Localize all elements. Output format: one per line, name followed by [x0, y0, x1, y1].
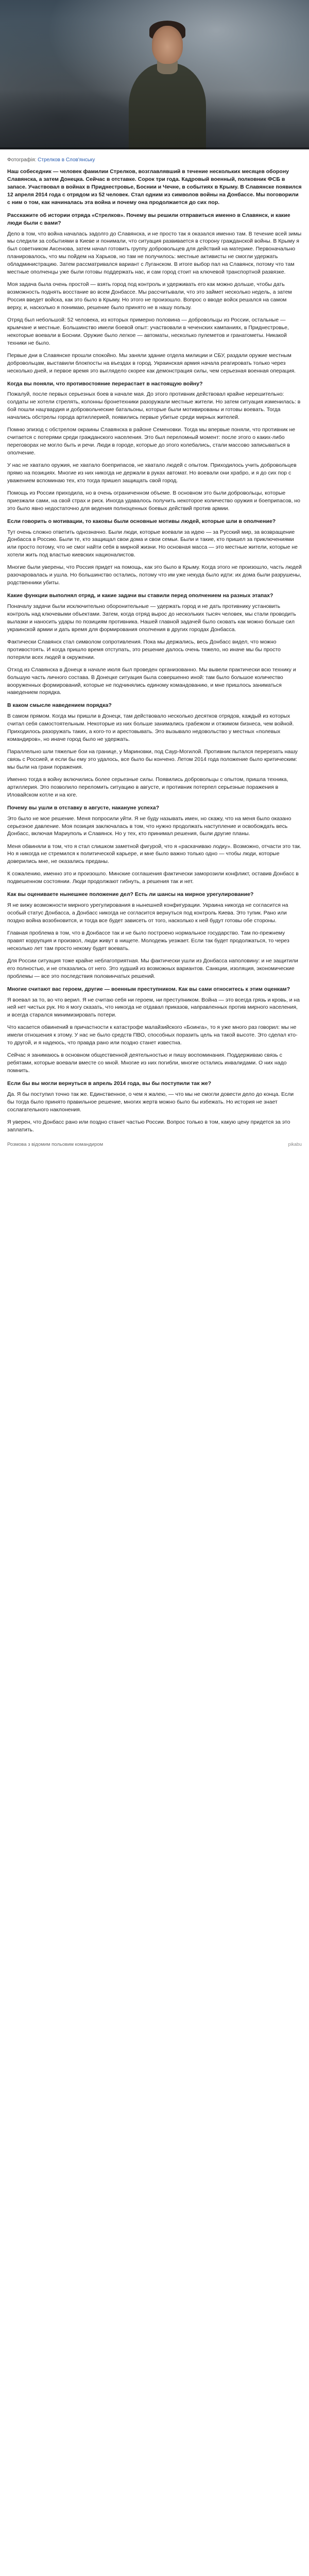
photo-caption [7, 157, 302, 164]
article-content [0, 149, 309, 1148]
interview-paragraph: Я уверен, что Донбасс рано или поздно станет частью России. Вопрос только в том, какую цену придется за это заплатить. [7, 1118, 290, 1133]
interview-paragraph: Именно тогда в войну включились более серьезные силы. Появились добровольцы с опытом, пришла техника, артиллерия. Это позволило переломить ситуацию в августе, и противник потерпел серьезные поражения в Иловайском котле и на юге. [7, 776, 288, 798]
interview-paragraph: Поначалу задачи были исключительно оборонительные — удержать город и не дать противнику установить контроль над ключевыми объектами. Затем, когда отряд вырос до нескольких тысяч человек, мы стали проводить вылазки и наносить удары по позициям противника. Нашей главной задачей было сковать как можно больше сил украинской армии и дать время для формирования ополчения в других городах Донбасса. [7, 603, 296, 633]
interview-question: Как вы оцениваете нынешнее положение дел? Есть ли шансы на мирное урегулирование? [7, 891, 254, 898]
interview-paragraph: Тут очень сложно ответить однозначно. Были люди, которые воевали за идею — за Русский мир, за возвращение Донбасса в Россию. Были те, кто защищал свои дома и свои семьи. Были и такие, кто пришел за приключениями или просто потому, что не смог найти себя в мирной жизни. Но основная масса — это местные жители, которые не хотели жить под властью киевских националистов. [7, 529, 298, 558]
interview-paragraph: Сейчас я занимаюсь в основном общественной деятельностью и пишу воспоминания. Поддерживаю связь с ребятами, которые воевали вместе со мной. Многие из них погибли, многие остались инвалидами. О них надо помнить. [7, 1052, 287, 1074]
photo-caption-prefix: Фотографія: [7, 157, 38, 163]
interview-paragraph: Моя задача была очень простой — взять город под контроль и удерживать его как можно дольше, чтобы дать возможность поднять восстание во всем Донбассе. Мы рассчитывали, что это займет несколько недель, а затем Россия введет войска, как это было в Крыму. Но этого не произошло. Вопрос о вводе войск решался на самом верху, и, насколько я понимаю, решение было принято не в нашу пользу. [7, 281, 292, 311]
interview-paragraph: Первые дни в Славянске прошли спокойно. Мы заняли здание отдела милиции и СБУ, раздали оружие местным добровольцам, выставили блокпосты на въездах в город. Украинская армия начала реагировать только через несколько дней, и первое время это выглядело скорее как демонстрация силы, чем серьезная военная операция. [7, 352, 296, 374]
interview-paragraph: Я воевал за то, во что верил. Я не считаю себя ни героем, ни преступником. Война — это всегда грязь и кровь, и на ней нет чистых рук. Но я могу сказать, что никогда не отдавал приказов, направленных против мирного населения, и всегда старался минимизировать потери. [7, 996, 300, 1019]
interview-question: Если говорить о мотивации, то каковы были основные мотивы людей, которые шли в ополчение? [7, 518, 276, 524]
interview-paragraph: У нас не хватало оружия, не хватало боеприпасов, не хватало людей с опытом. Приходилось учить добровольцев прямо на позициях. Многие из них никогда не держали в руках автомат. Но воевали они храбро, и я до сих пор с уважением вспоминаю тех, кто тогда пришел защищать свой город. [7, 462, 297, 484]
article-body [7, 212, 302, 1134]
hero-bottom-bar [0, 147, 309, 149]
interview-paragraph: Отход из Славянска в Донецк в начале июля был проведен организованно. Мы вывели практически всю технику и большую часть личного состава. В Донецке ситуация была совершенно иной: там было большое количество вооруженных формирований, которые не подчинялись единому командованию, и мне пришлось заниматься наведением порядка. [7, 666, 296, 696]
article-footer [7, 1141, 302, 1148]
interview-paragraph: Фактически Славянск стал символом сопротивления. Пока мы держались, весь Донбасс видел, что можно противостоять. И когда пришло время отступать, это решение далось очень тяжело, но иначе мы бы просто потеряли всех людей в окружении. [7, 638, 281, 660]
footer-note: Розмова з відомим польовим командиром [7, 1141, 104, 1147]
interview-question: Расскажите об истории отряда «Стрелков». Почему вы решили отправиться именно в Славянск, и какие люди были с вами? [7, 212, 290, 226]
interview-paragraph: В самом прямом. Когда мы пришли в Донецк, там действовало несколько десятков отрядов, каждый из которых считал себя самостоятельным. Некоторые из них больше занимались грабежом и отжимом бизнеса, чем войной. Приходилось разоружать таких, а кого-то и арестовывать. Это вызывало недовольство у местных «полевых командиров», но иначе город было не удержать. [7, 713, 294, 742]
interview-question: Почему вы ушли в отставку в августе, накануне успеха? [7, 804, 160, 811]
photo-caption-link[interactable]: Стрелков в Слов'янську [38, 157, 95, 163]
interview-question: В каком смысле наведением порядка? [7, 702, 112, 709]
interview-question: Если бы вы могли вернуться в апрель 2014 года, вы бы поступили так же? [7, 1080, 212, 1087]
hero-portrait-head [152, 26, 183, 64]
hero-photo [0, 0, 309, 149]
interview-paragraph: Для России ситуация тоже крайне неблагоприятная. Мы фактически ушли из Донбасса наполовину: и не защитили его полностью, и не отказались от него. Это худший из возможных вариантов. Санкции, изоляция, экономические проблемы — все это последствия половинчатых решений. [7, 957, 298, 979]
interview-question: Когда вы поняли, что противостояние перерастает в настоящую войну? [7, 380, 203, 387]
interview-paragraph: К сожалению, именно это и произошло. Минские соглашения фактически заморозили конфликт, оставив Донбасс в подвешенном состоянии. Люди продолжают гибнуть, а решения так и нет. [7, 871, 299, 885]
interview-paragraph: Помню эпизод с обстрелом окраины Славянска в районе Семеновки. Тогда мы впервые поняли, что противник не считается с потерями среди гражданского населения. Это был переломный момент: после этого о каких-либо переговорах не могло быть и речи. Люди в городе, которые до этого колебались, стали массово записываться в ополчение. [7, 427, 296, 456]
interview-paragraph: Меня обвиняли в том, что я стал слишком заметной фигурой, что я «раскачиваю лодку». Возможно, отчасти это так. Но я никогда не стремился к политической карьере, и мне было важно только одно — чтобы люди, которые доверились мне, не оказались преданы. [7, 843, 302, 865]
interview-paragraph: Пожалуй, после первых серьезных боев в начале мая. До этого противник действовал крайне нерешительно: солдаты не хотели стрелять, колонны бронетехники разоружали местные жители. Но затем ситуация изменилась: в бой пошли нацгвардия и добровольческие батальоны, которые были мотивированы и готовы воевать. Тогда начались обстрелы города артиллерией, появились первые убитые среди мирных жителей. [7, 391, 301, 421]
interview-paragraph: Параллельно шли тяжелые бои на границе, у Мариновки, под Саур-Могилой. Противник пытался перерезать нашу связь с Россией, и если бы ему это удалось, все было бы кончено. Летом 2014 года положение было критическим: мы были на грани поражения. [7, 749, 298, 770]
hero-portrait-figure [129, 21, 206, 149]
interview-paragraph: Помощь из России приходила, но в очень ограниченном объеме. В основном это были добровольцы, которые приезжали сами, на свой страх и риск. Иногда удавалось получить некоторое количество оружия и боеприпасов, но это было явно недостаточно для ведения полноценных боевых действий против армии. [7, 489, 300, 512]
interview-paragraph: Да. Я бы поступил точно так же. Единственное, о чем я жалею, — что мы не смогли довести дело до конца. Если бы тогда было принято правильное решение, многих жертв можно было бы избежать. Но история не знает сослагательного наклонения. [7, 1091, 294, 1113]
hero-portrait-body [129, 63, 206, 149]
interview-question: Многие считают вас героем, другие — военным преступником. Как вы сами относитесь к этим оценкам? [7, 986, 290, 992]
interview-paragraph: Я не вижу возможности мирного урегулирования в нынешней конфигурации. Украина никогда не согласится на особый статус Донбасса, а Донбасс никогда не согласится вернуться под контроль Киева. Это тупик. Рано или поздно война возобновится, и тогда все будет зависеть от того, насколько к ней будут готовы обе стороны. [7, 902, 288, 924]
interview-paragraph: Что касается обвинений в причастности к катастрофе малайзийского «Боинга», то я уже много раз говорил: мы не имели отношения к этому. У нас не было средств ПВО, способных поразить цель на такой высоте. Это сделал кто-то другой, и я надеюсь, что правда рано или поздно станет известна. [7, 1024, 298, 1046]
interview-question: Какие функции выполнял отряд, и какие задачи вы ставили перед ополчением на разных этапах? [7, 592, 273, 599]
interview-paragraph: Отряд был небольшой: 52 человека, из которых примерно половина — добровольцы из России, остальные — крымчане и местные. Большинство имели боевой опыт: участвовали в чеченских кампаниях, в Приднестровье, некоторые воевали в Боснии. Оружие было легкое — автоматы, несколько пулеметов и гранатометы. Никакой техники не было. [7, 316, 289, 346]
site-watermark: pikabu [288, 1141, 302, 1147]
interview-paragraph: Дело в том, что война началась задолго до Славянска, и не просто так я оказался именно там. В течение всей зимы мы следили за событиями в Киеве и понимали, что ситуация развивается в сторону гражданской войны. В Крыму я был советником Аксенова, затем начал готовить группу добровольцев для действий на материке. Первоначально планировалось, что мы пойдем на Харьков, но там не получилось: местные активисты не смогли удержать обладминистрацию. Затем рассматривался вариант с Луганском. В итоге выбор пал на Славянск, потому что там местные ополченцы уже были готовы поддержать нас, и сам город стоит на ключевой транспортной развязке. [7, 230, 302, 276]
article-page [0, 0, 309, 1156]
article-lead: Наш собеседник — человек фамилии Стрелков, возглавлявший в течение нескольких месяцев оборону Славянска, а затем Донецка. Сейчас в отставке. Сорок три года. Кадровый военный, полковник ФСБ в запасе. Участвовал в войнах в Приднестровье, Боснии и Чечне, в событиях в Крыму. В Славянске появился 12 апреля 2014 года с отрядом из 52 человек. Стал одним из символов войны на Донбассе. Мы поговорили с ним о том, как начиналась эта война и почему она продолжается до сих пор. [7, 168, 302, 206]
interview-paragraph: Это было не мое решение. Меня попросили уйти. Я не буду называть имен, но скажу, что на меня было оказано серьезное давление. Моя позиция заключалась в том, что нужно продолжать наступление и освобождать весь Донбасс, включая Мариуполь и Славянск. Но у тех, кто принимал решения, были другие планы. [7, 815, 291, 837]
interview-paragraph: Многие были уверены, что Россия придет на помощь, как это было в Крыму. Когда этого не произошло, часть людей разочаровалась и ушла. Но большинство остались, потому что им уже некуда было идти: их дома были разрушены, родственники убиты. [7, 564, 302, 586]
interview-paragraph: Главная проблема в том, что в Донбассе так и не было построено нормальное государство. Там по-прежнему правят коррупция и произвол, люди живут в нищете. Молодежь уезжает. Если так будет продолжаться, то через несколько лет там просто некому будет воевать. [7, 930, 289, 952]
